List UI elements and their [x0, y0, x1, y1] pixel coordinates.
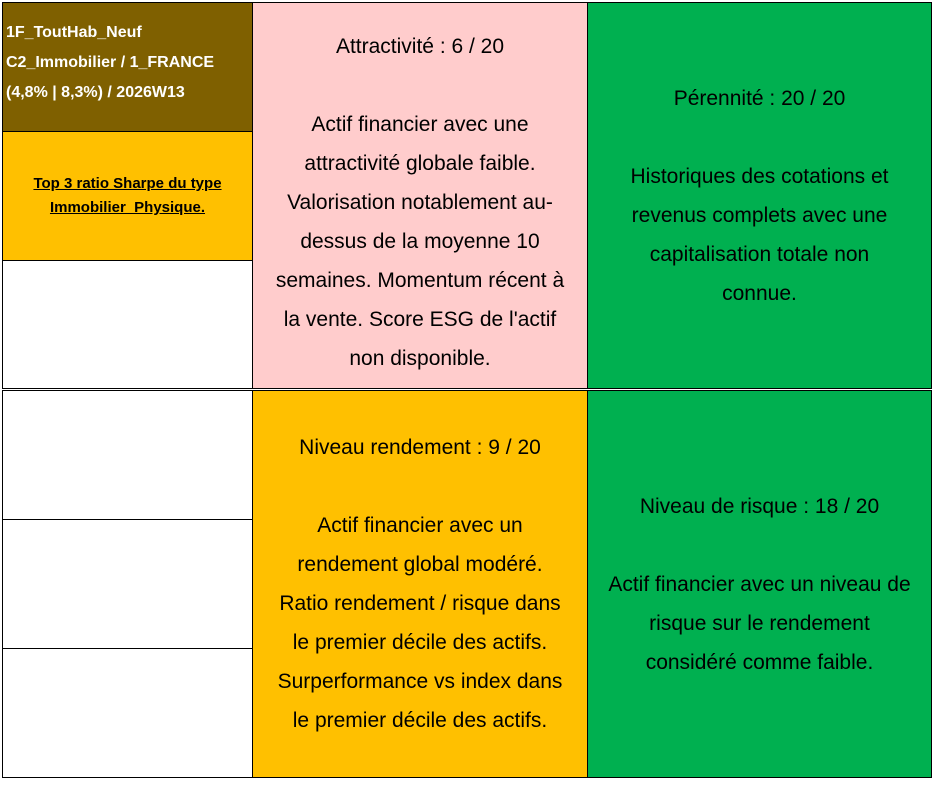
text-line: Ratio rendement / risque dans — [279, 592, 561, 615]
text-line: rendement global modéré. — [297, 553, 543, 576]
text-line: Historiques des cotations et — [630, 164, 889, 188]
text-line: Actif financier avec une — [311, 113, 529, 136]
text-line: connue. — [722, 281, 797, 305]
text-line: risque sur le rendement — [649, 611, 870, 635]
perennite-panel — [587, 2, 932, 389]
top3-line1: Top 3 ratio Sharpe du type — [33, 175, 222, 192]
text-line: dessus de la moyenne 10 — [300, 230, 540, 253]
risque-panel — [587, 390, 932, 778]
text-line: Actif financier avec un — [317, 514, 523, 537]
empty-cell-4 — [2, 648, 253, 778]
attractivite-panel — [252, 2, 588, 389]
perennite-text — [631, 157, 889, 313]
rendement-title: Niveau rendement : 9 / 20 — [299, 436, 541, 459]
text-line: le premier décile des actifs. — [292, 709, 548, 732]
attractivite-title: Attractivité : 6 / 20 — [335, 35, 505, 58]
top3-line2: Immobilier_Physique. — [49, 199, 206, 216]
perennite-title: Pérennité : 20 / 20 — [673, 86, 846, 110]
text-line: revenus complets avec une — [631, 203, 888, 227]
empty-cell-3 — [2, 519, 253, 649]
empty-cell-2 — [2, 390, 253, 520]
risque-title: Niveau de risque : 18 / 20 — [639, 494, 880, 518]
text-line: Valorisation notablement au- — [287, 191, 553, 214]
text-line: attractivité globale faible. — [304, 152, 536, 175]
rendement-text — [278, 506, 563, 740]
text-line: Actif financier avec un niveau de — [608, 572, 911, 596]
asset-category: C2_Immobilier / 1_FRANCE — [6, 54, 215, 71]
risque-text — [608, 565, 910, 682]
asset-period: (4,8% | 8,3%) / 2026W13 — [6, 84, 185, 101]
text-line: Surperformance vs index dans — [277, 670, 563, 693]
asset-name: 1F_ToutHab_Neuf — [6, 24, 142, 41]
top3-sharpe-link[interactable] — [2, 131, 253, 261]
text-line: capitalisation totale non — [649, 242, 870, 266]
text-line: considéré comme faible. — [645, 650, 874, 674]
empty-cell-1 — [2, 260, 253, 389]
asset-header — [2, 2, 253, 132]
text-line: non disponible. — [349, 347, 491, 370]
text-line: semaines. Momentum récent à — [275, 269, 565, 292]
text-line: la vente. Score ESG de l'actif — [283, 308, 557, 331]
rendement-panel — [252, 390, 588, 778]
attractivite-text — [276, 105, 564, 378]
text-line: le premier décile des actifs. — [292, 631, 548, 654]
